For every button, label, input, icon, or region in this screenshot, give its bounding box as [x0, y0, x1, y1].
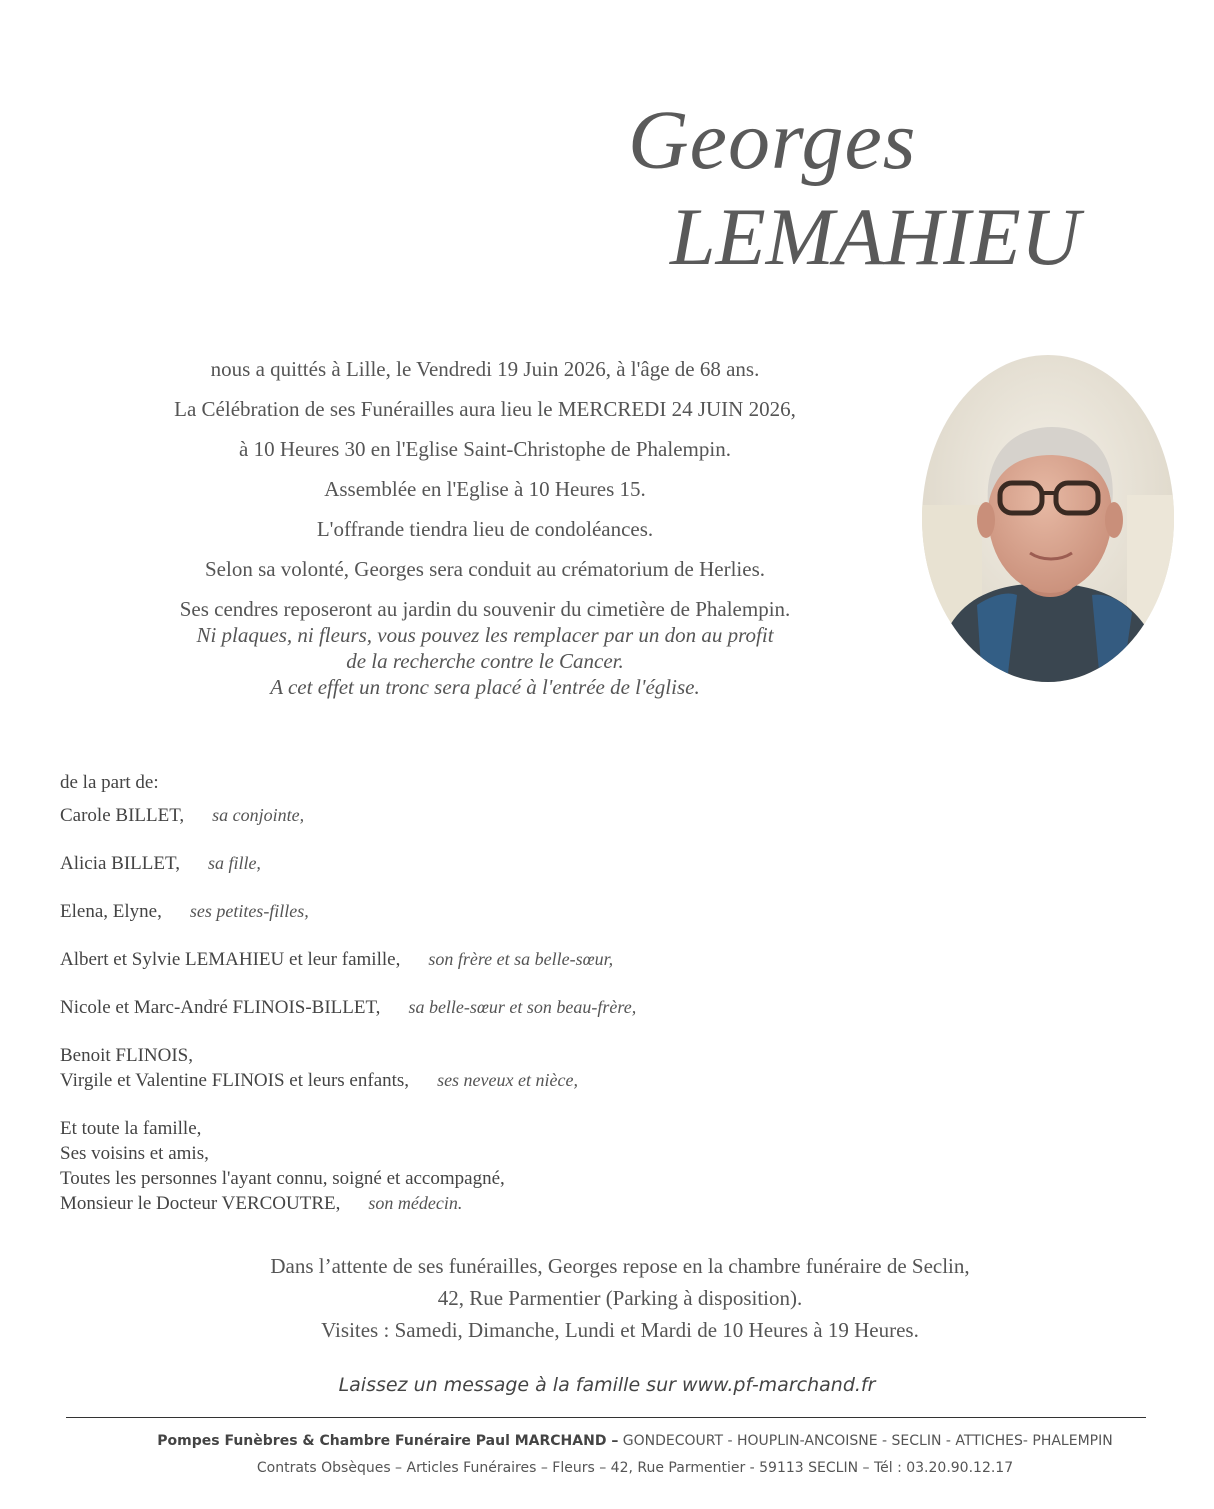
deceased-first-name: Georges: [628, 94, 917, 187]
announcement-line: Selon sa volonté, Georges sera conduit au crématorium de Herlies.: [204, 557, 766, 581]
family-member-name: Carole BILLET,: [60, 805, 185, 826]
family-member-name: Virgile et Valentine FLINOIS et leurs enfants,: [60, 1070, 410, 1091]
family-member-row: [60, 995, 636, 1020]
footer-locations: GONDECOURT - HOUPLIN-ANCOISNE - SECLIN - ATTICHES- PHALEMPIN: [618, 1433, 1113, 1449]
family-member-name: Toutes les personnes l'ayant connu, soigné et accompagné,: [60, 1168, 505, 1189]
condolence-message-link[interactable]: Laissez un message à la famille sur www.pf-marchand.fr: [338, 1374, 876, 1396]
family-member-relation: son frère et sa belle-sœur,: [428, 949, 614, 969]
family-member-name: Monsieur le Docteur VERCOUTRE,: [60, 1193, 341, 1214]
family-member-relation: ses neveux et nièce,: [437, 1070, 578, 1090]
family-member-name: Nicole et Marc-André FLINOIS-BILLET,: [60, 997, 381, 1018]
family-member-relation: ses petites-filles,: [189, 901, 309, 921]
footer-services: Contrats Obsèques – Articles Funéraires – Fleurs – 42, Rue Parmentier - 59113 SECLIN – Tél : 03.20.90.12.17: [256, 1460, 1014, 1476]
announcement-line: L'offrande tiendra lieu de condoléances.: [316, 517, 654, 541]
announcement-line: Ses cendres reposeront au jardin du souvenir du cimetière de Phalempin.: [179, 597, 791, 621]
family-member-relation: sa conjointe,: [212, 805, 305, 825]
family-member-row: [60, 947, 636, 972]
rest-info-line: Visites : Samedi, Dimanche, Lundi et Mardi de 10 Heures à 19 Heures.: [321, 1318, 919, 1342]
footer-company: Pompes Funèbres & Chambre Funéraire Paul MARCHAND –: [157, 1433, 619, 1449]
footer: [0, 1428, 1214, 1482]
announcement-block: [100, 354, 870, 700]
family-member-name: Alicia BILLET,: [60, 853, 180, 874]
family-member-row: [60, 899, 636, 924]
announcement-line: à 10 Heures 30 en l'Eglise Saint-Christophe de Phalempin.: [239, 437, 731, 461]
rest-information: [120, 1250, 1120, 1346]
notice-italic-line: Ni plaques, ni fleurs, vous pouvez les remplacer par un don au profit: [196, 623, 774, 647]
rest-info-line: 42, Rue Parmentier (Parking à disposition).: [437, 1286, 803, 1310]
footer-company-line: [0, 1428, 1214, 1455]
footer-divider: [66, 1417, 1146, 1418]
family-member-row: [60, 803, 636, 828]
family-member-relation: sa belle-sœur et son beau-frère,: [408, 997, 637, 1017]
family-member-row: [60, 1141, 636, 1166]
family-member-row: [60, 851, 636, 876]
rest-info-line: Dans l’attente de ses funérailles, Georges repose en la chambre funéraire de Seclin,: [270, 1254, 970, 1278]
family-member-row: [60, 1166, 636, 1191]
portrait-photo: [922, 355, 1174, 682]
family-intro: de la part de:: [60, 772, 159, 793]
notice-italic-line: A cet effet un tronc sera placé à l'entrée de l'église.: [270, 675, 700, 699]
announcement-line: La Célébration de ses Funérailles aura lieu le MERCREDI 24 JUIN 2026,: [174, 397, 796, 421]
family-member-row: [60, 1068, 636, 1093]
family-member-row: [60, 1191, 636, 1216]
announcement-line: Assemblée en l'Eglise à 10 Heures 15.: [324, 477, 646, 501]
notice-italic-line: de la recherche contre le Cancer.: [346, 649, 624, 673]
family-member-row: [60, 1116, 636, 1141]
deceased-last-name: LEMAHIEU: [670, 191, 1080, 282]
family-member-row: [60, 1043, 636, 1068]
family-member-name: Albert et Sylvie LEMAHIEU et leur famille,: [60, 949, 401, 970]
family-list: [60, 770, 636, 1216]
announcement-line: nous a quittés à Lille, le Vendredi 19 Juin 2026, à l'âge de 68 ans.: [210, 357, 760, 381]
family-member-name: Et toute la famille,: [60, 1118, 202, 1139]
family-member-name: Elena, Elyne,: [60, 901, 162, 922]
family-member-name: Ses voisins et amis,: [60, 1143, 209, 1164]
family-member-relation: sa fille,: [207, 853, 261, 873]
family-member-name: Benoit FLINOIS,: [60, 1045, 193, 1066]
family-member-relation: son médecin.: [368, 1193, 463, 1213]
